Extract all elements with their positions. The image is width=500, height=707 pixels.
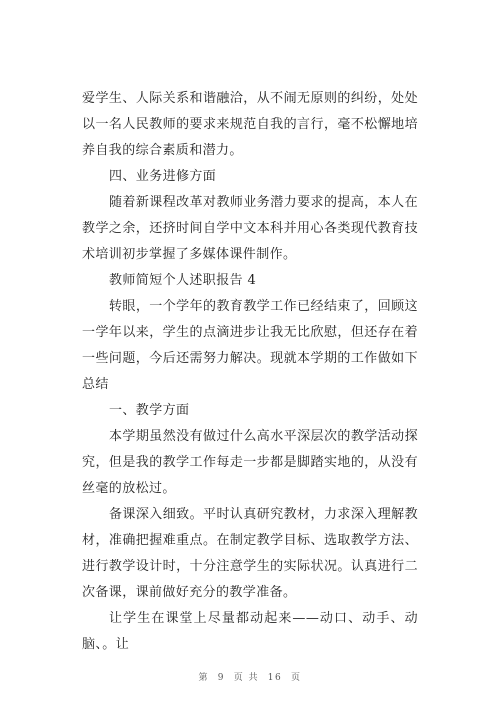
section-heading-professional-development: 四、业务进修方面: [109, 169, 217, 184]
paragraph: 转眼，一个学年的教育教学工作已经结束了，回顾这一学年以来，学生的点滴进步让我无比欣慰，但还存在着一些问题，今后还需努力解决。现就本学期的工作做如下总结: [82, 299, 418, 392]
paragraph: 本学期虽然没有做过什么高水平深层次的教学活动探究，但是我的教学工作每走一步都是脚踏实地的，从没有丝毫的放松过。: [82, 429, 418, 496]
paragraph: 随着新课程改革对教师业务潜力要求的提高，本人在教学之余，还挤时间自学中文本科并用心各类现代教育技术培训初步掌握了多媒体课件制作。: [82, 195, 418, 262]
paragraph: 让学生在课堂上尽量都动起来——动口、动手、动脑、。让: [82, 611, 418, 652]
document-body: [82, 86, 418, 658]
paragraph: 备课深入细致。平时认真研究教材，力求深入理解教材，准确把握难重点。在制定教学目标、选取教学方法、进行教学设计时，十分注意学生的实际状况。认真进行二次备课，课前做好充分的教学准备。: [82, 507, 418, 600]
page-number-footer: 第 9 页 共 16 页: [198, 673, 302, 683]
section-heading-teaching: 一、教学方面: [109, 403, 190, 418]
paragraph-continued: 爱学生、人际关系和谐融洽，从不闹无原则的纠纷，处处以一名人民教师的要求来规范自我的言行，毫不松懈地培养自我的综合素质和潜力。: [82, 91, 418, 158]
report-title: 教师简短个人述职报告 4: [109, 273, 257, 288]
